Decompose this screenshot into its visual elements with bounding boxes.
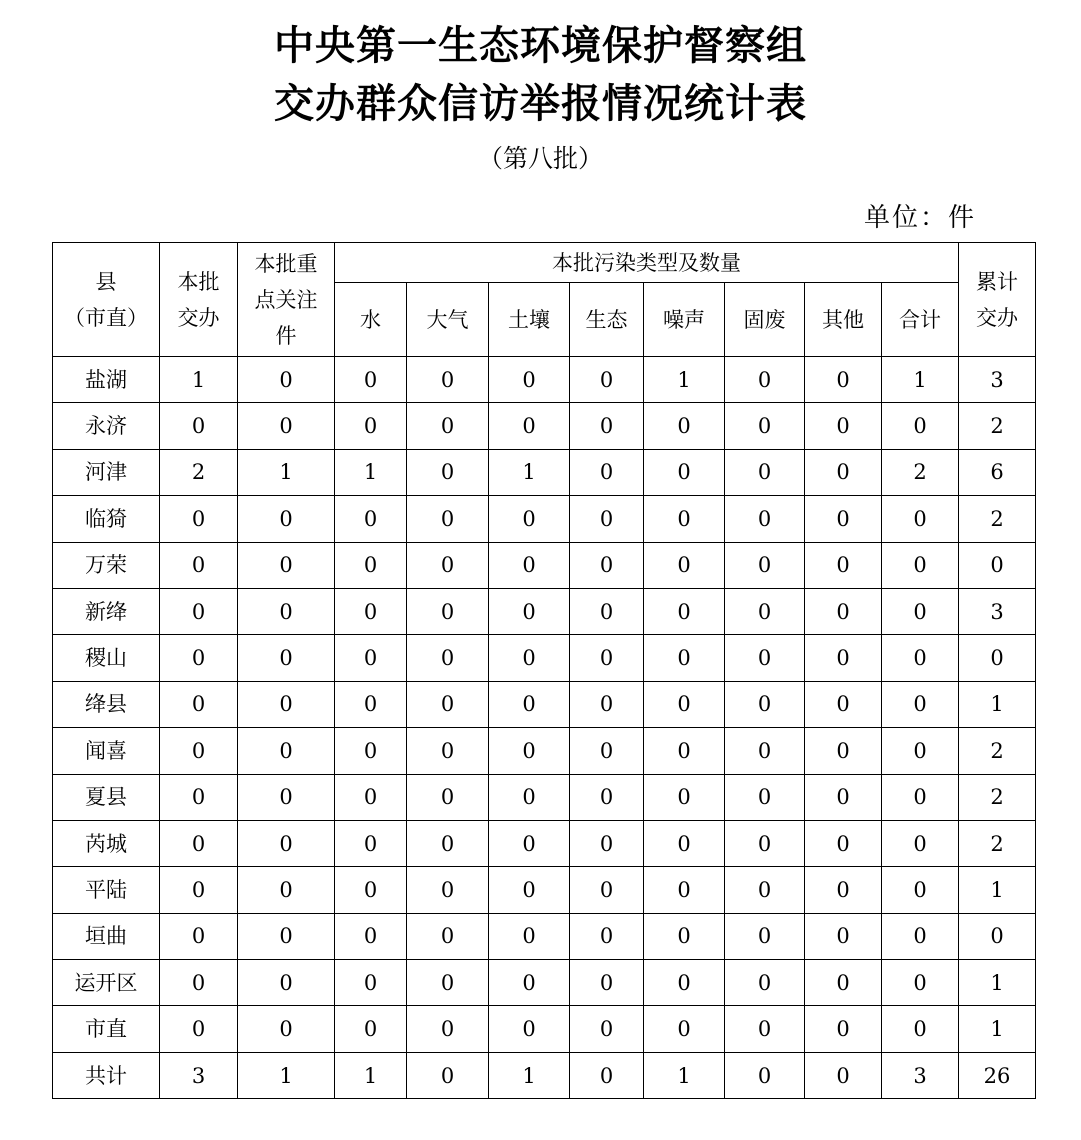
table-body <box>53 357 1036 1099</box>
value-cell: 0 <box>882 635 959 681</box>
value-cell: 0 <box>644 403 725 449</box>
value-cell: 0 <box>238 913 335 959</box>
page-title-line1: 中央第一生态环境保护督察组 <box>274 23 807 69</box>
value-cell: 1 <box>959 867 1036 913</box>
value-cell: 0 <box>725 449 805 495</box>
table-row <box>53 542 1036 588</box>
value-cell: 0 <box>805 1052 882 1098</box>
value-cell: 0 <box>882 681 959 727</box>
value-cell: 0 <box>335 357 407 403</box>
value-cell: 0 <box>882 588 959 634</box>
value-cell: 0 <box>725 588 805 634</box>
value-cell: 0 <box>335 728 407 774</box>
header-air: 大气 <box>407 283 489 357</box>
value-cell: 0 <box>570 820 644 866</box>
county-name-cell: 绛县 <box>53 681 160 727</box>
value-cell: 0 <box>335 635 407 681</box>
value-cell: 0 <box>335 403 407 449</box>
value-cell: 0 <box>570 1006 644 1052</box>
table-row <box>53 960 1036 1006</box>
value-cell: 0 <box>725 1052 805 1098</box>
value-cell: 0 <box>489 774 570 820</box>
value-cell: 0 <box>725 820 805 866</box>
header-ecology: 生态 <box>570 283 644 357</box>
value-cell: 0 <box>882 542 959 588</box>
table-row <box>53 867 1036 913</box>
value-cell: 2 <box>882 449 959 495</box>
value-cell: 0 <box>407 867 489 913</box>
unit-label: 单位：件 <box>864 203 977 233</box>
value-cell: 0 <box>725 357 805 403</box>
value-cell: 0 <box>489 960 570 1006</box>
value-cell: 0 <box>407 403 489 449</box>
value-cell: 0 <box>644 588 725 634</box>
value-cell: 0 <box>570 449 644 495</box>
value-cell: 0 <box>644 774 725 820</box>
value-cell: 0 <box>238 867 335 913</box>
value-cell: 3 <box>882 1052 959 1098</box>
value-cell: 2 <box>959 728 1036 774</box>
value-cell: 0 <box>725 496 805 542</box>
value-cell: 0 <box>407 913 489 959</box>
value-cell: 0 <box>407 1052 489 1098</box>
header-noise: 噪声 <box>644 283 725 357</box>
value-cell: 0 <box>407 635 489 681</box>
value-cell: 1 <box>644 357 725 403</box>
header-county-line1: 县 <box>95 269 117 294</box>
county-name-cell: 市直 <box>53 1006 160 1052</box>
header-county-line2: （市直） <box>64 305 148 330</box>
header-batch-line1: 本批 <box>177 269 220 294</box>
value-cell: 0 <box>335 1006 407 1052</box>
value-cell: 0 <box>570 681 644 727</box>
value-cell: 0 <box>407 357 489 403</box>
value-cell: 0 <box>489 357 570 403</box>
table-row <box>53 774 1036 820</box>
table-row <box>53 588 1036 634</box>
county-name-cell: 夏县 <box>53 774 160 820</box>
value-cell: 0 <box>335 681 407 727</box>
value-cell: 0 <box>238 496 335 542</box>
value-cell: 0 <box>882 867 959 913</box>
value-cell: 0 <box>335 820 407 866</box>
value-cell: 0 <box>725 542 805 588</box>
value-cell: 2 <box>160 449 238 495</box>
value-cell: 0 <box>725 1006 805 1052</box>
value-cell: 0 <box>570 913 644 959</box>
header-key-line2: 点关注 <box>254 287 318 312</box>
header-pollution-group: 本批污染类型及数量 <box>335 243 959 283</box>
value-cell: 0 <box>335 496 407 542</box>
value-cell: 0 <box>725 867 805 913</box>
county-name-cell: 河津 <box>53 449 160 495</box>
value-cell: 0 <box>644 496 725 542</box>
value-cell: 0 <box>725 774 805 820</box>
value-cell: 1 <box>644 1052 725 1098</box>
value-cell: 0 <box>570 357 644 403</box>
county-name-cell: 平陆 <box>53 867 160 913</box>
county-name-cell: 盐湖 <box>53 357 160 403</box>
table-row <box>53 681 1036 727</box>
value-cell: 0 <box>489 913 570 959</box>
value-cell: 0 <box>407 820 489 866</box>
value-cell: 0 <box>644 867 725 913</box>
value-cell: 0 <box>160 728 238 774</box>
header-water: 水 <box>335 283 407 357</box>
value-cell: 0 <box>805 913 882 959</box>
header-cumulative-line2: 交办 <box>976 305 1018 330</box>
value-cell: 2 <box>959 496 1036 542</box>
value-cell: 0 <box>882 496 959 542</box>
value-cell: 0 <box>805 542 882 588</box>
value-cell: 0 <box>805 728 882 774</box>
county-name-cell: 稷山 <box>53 635 160 681</box>
value-cell: 0 <box>489 403 570 449</box>
header-batch-line2: 交办 <box>177 305 220 330</box>
value-cell: 0 <box>160 542 238 588</box>
value-cell: 0 <box>805 449 882 495</box>
value-cell: 0 <box>570 496 644 542</box>
value-cell: 26 <box>959 1052 1036 1098</box>
value-cell: 0 <box>882 403 959 449</box>
value-cell: 0 <box>570 728 644 774</box>
header-subtotal: 合计 <box>882 283 959 357</box>
table-row <box>53 1052 1036 1098</box>
value-cell: 0 <box>570 542 644 588</box>
header-solid-waste: 固废 <box>725 283 805 357</box>
value-cell: 1 <box>335 1052 407 1098</box>
value-cell: 0 <box>160 820 238 866</box>
value-cell: 0 <box>725 728 805 774</box>
value-cell: 6 <box>959 449 1036 495</box>
header-cumulative-line1: 累计 <box>976 269 1018 294</box>
value-cell: 0 <box>805 588 882 634</box>
value-cell: 0 <box>725 960 805 1006</box>
value-cell: 3 <box>959 357 1036 403</box>
value-cell: 0 <box>725 913 805 959</box>
value-cell: 0 <box>407 774 489 820</box>
value-cell: 0 <box>407 960 489 1006</box>
header-key-line1: 本批重 <box>254 251 318 276</box>
value-cell: 2 <box>959 820 1036 866</box>
value-cell: 0 <box>805 960 882 1006</box>
value-cell: 0 <box>644 681 725 727</box>
table-row <box>53 728 1036 774</box>
header-batch-assigned <box>160 243 238 357</box>
statistics-table <box>52 242 1036 1099</box>
value-cell: 0 <box>644 913 725 959</box>
value-cell: 0 <box>160 588 238 634</box>
value-cell: 3 <box>959 588 1036 634</box>
value-cell: 0 <box>160 960 238 1006</box>
value-cell: 0 <box>489 820 570 866</box>
value-cell: 0 <box>335 588 407 634</box>
table-row <box>53 496 1036 542</box>
county-name-cell: 垣曲 <box>53 913 160 959</box>
value-cell: 0 <box>407 728 489 774</box>
value-cell: 0 <box>644 960 725 1006</box>
county-name-cell: 芮城 <box>53 820 160 866</box>
value-cell: 0 <box>407 542 489 588</box>
value-cell: 0 <box>160 403 238 449</box>
value-cell: 0 <box>725 403 805 449</box>
value-cell: 0 <box>805 820 882 866</box>
value-cell: 0 <box>407 681 489 727</box>
value-cell: 0 <box>644 449 725 495</box>
county-name-cell: 新绛 <box>53 588 160 634</box>
value-cell: 0 <box>805 635 882 681</box>
county-name-cell: 运开区 <box>53 960 160 1006</box>
value-cell: 0 <box>882 1006 959 1052</box>
header-cumulative <box>959 243 1036 357</box>
value-cell: 0 <box>882 728 959 774</box>
value-cell: 2 <box>959 774 1036 820</box>
table-row <box>53 913 1036 959</box>
value-cell: 2 <box>959 403 1036 449</box>
county-name-cell: 闻喜 <box>53 728 160 774</box>
value-cell: 0 <box>725 681 805 727</box>
value-cell: 0 <box>335 867 407 913</box>
county-name-cell: 万荣 <box>53 542 160 588</box>
value-cell: 0 <box>570 403 644 449</box>
value-cell: 0 <box>238 774 335 820</box>
value-cell: 0 <box>160 774 238 820</box>
value-cell: 0 <box>238 635 335 681</box>
value-cell: 0 <box>335 913 407 959</box>
value-cell: 0 <box>238 1006 335 1052</box>
value-cell: 0 <box>407 449 489 495</box>
value-cell: 1 <box>160 357 238 403</box>
value-cell: 0 <box>644 635 725 681</box>
value-cell: 0 <box>407 1006 489 1052</box>
value-cell: 0 <box>238 960 335 1006</box>
value-cell: 0 <box>407 496 489 542</box>
county-name-cell: 共计 <box>53 1052 160 1098</box>
header-soil: 土壤 <box>489 283 570 357</box>
value-cell: 0 <box>160 496 238 542</box>
header-key-line3: 件 <box>275 323 297 348</box>
value-cell: 0 <box>489 728 570 774</box>
value-cell: 0 <box>489 542 570 588</box>
table-row <box>53 403 1036 449</box>
value-cell: 0 <box>489 867 570 913</box>
value-cell: 1 <box>238 1052 335 1098</box>
value-cell: 0 <box>160 635 238 681</box>
value-cell: 0 <box>238 542 335 588</box>
page-title-line2: 交办群众信访举报情况统计表 <box>274 81 807 127</box>
value-cell: 0 <box>959 635 1036 681</box>
value-cell: 1 <box>489 449 570 495</box>
header-county <box>53 243 160 357</box>
value-cell: 0 <box>805 774 882 820</box>
value-cell: 0 <box>238 681 335 727</box>
value-cell: 0 <box>805 357 882 403</box>
value-cell: 0 <box>238 357 335 403</box>
value-cell: 0 <box>882 960 959 1006</box>
value-cell: 0 <box>570 1052 644 1098</box>
table-row <box>53 820 1036 866</box>
value-cell: 0 <box>644 542 725 588</box>
value-cell: 0 <box>238 728 335 774</box>
value-cell: 0 <box>489 681 570 727</box>
value-cell: 0 <box>805 1006 882 1052</box>
value-cell: 1 <box>238 449 335 495</box>
value-cell: 0 <box>725 635 805 681</box>
value-cell: 0 <box>570 867 644 913</box>
value-cell: 0 <box>238 403 335 449</box>
table-row <box>53 1006 1036 1052</box>
value-cell: 0 <box>160 1006 238 1052</box>
header-key-cases <box>238 243 335 357</box>
value-cell: 0 <box>335 542 407 588</box>
value-cell: 1 <box>335 449 407 495</box>
value-cell: 1 <box>489 1052 570 1098</box>
table-row <box>53 357 1036 403</box>
value-cell: 0 <box>882 774 959 820</box>
value-cell: 0 <box>570 635 644 681</box>
value-cell: 0 <box>335 774 407 820</box>
value-cell: 0 <box>238 820 335 866</box>
value-cell: 0 <box>489 635 570 681</box>
value-cell: 0 <box>805 403 882 449</box>
value-cell: 0 <box>805 681 882 727</box>
value-cell: 1 <box>959 960 1036 1006</box>
value-cell: 0 <box>489 588 570 634</box>
value-cell: 0 <box>882 913 959 959</box>
value-cell: 0 <box>238 588 335 634</box>
value-cell: 0 <box>959 542 1036 588</box>
value-cell: 0 <box>570 774 644 820</box>
value-cell: 0 <box>160 913 238 959</box>
table-row <box>53 635 1036 681</box>
table-row <box>53 449 1036 495</box>
value-cell: 0 <box>570 588 644 634</box>
value-cell: 0 <box>335 960 407 1006</box>
value-cell: 0 <box>160 681 238 727</box>
value-cell: 0 <box>959 913 1036 959</box>
value-cell: 3 <box>160 1052 238 1098</box>
value-cell: 1 <box>959 1006 1036 1052</box>
value-cell: 1 <box>882 357 959 403</box>
value-cell: 0 <box>882 820 959 866</box>
value-cell: 0 <box>644 728 725 774</box>
value-cell: 0 <box>644 820 725 866</box>
value-cell: 0 <box>644 1006 725 1052</box>
county-name-cell: 永济 <box>53 403 160 449</box>
value-cell: 0 <box>805 496 882 542</box>
value-cell: 0 <box>160 867 238 913</box>
county-name-cell: 临猗 <box>53 496 160 542</box>
value-cell: 1 <box>959 681 1036 727</box>
batch-subtitle: （第八批） <box>477 144 603 173</box>
value-cell: 0 <box>805 867 882 913</box>
value-cell: 0 <box>570 960 644 1006</box>
header-other: 其他 <box>805 283 882 357</box>
value-cell: 0 <box>407 588 489 634</box>
value-cell: 0 <box>489 496 570 542</box>
value-cell: 0 <box>489 1006 570 1052</box>
